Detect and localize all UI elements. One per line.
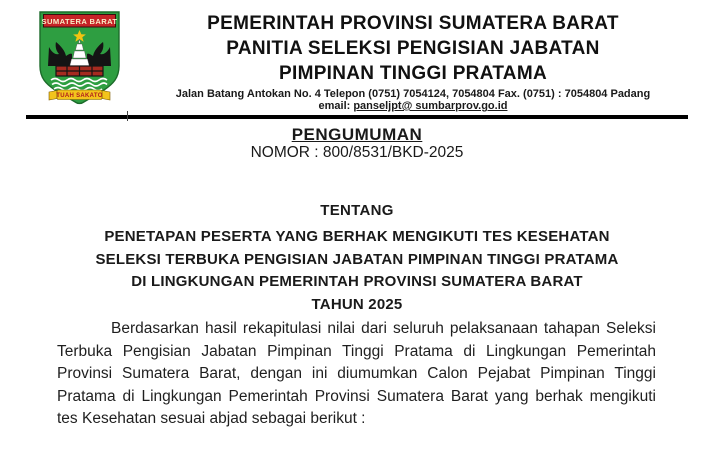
- about-label: TENTANG: [320, 202, 394, 219]
- announcement-title: PENGUMUMAN: [291, 125, 423, 144]
- announcement-number: NOMOR : 800/8531/BKD-2025: [250, 144, 464, 161]
- ribbon-end: [102, 91, 110, 101]
- letterhead-line-1: PEMERINTAH PROVINSI SUMATERA BARAT: [207, 13, 619, 34]
- subject-line-1: PENETAPAN PESERTA YANG BERHAK MENGIKUTI TES KESEHATAN: [104, 228, 610, 245]
- subject-block: [26, 226, 688, 317]
- letterhead-line-3: PIMPINAN TINGGI PRATAMA: [279, 63, 547, 84]
- divider-tick: [127, 111, 128, 121]
- subject-line-4: TAHUN 2025: [311, 296, 403, 314]
- subject-line-2: SELEKSI TERBUKA PENGISIAN JABATAN PIMPINAN TINGGI PRATAMA: [95, 250, 619, 268]
- sumbar-coat-of-arms-icon: [36, 9, 123, 106]
- letterhead: [128, 11, 698, 113]
- letterhead-address: Jalan Batang Antokan No. 4 Telepon (0751) 7054124, 7054804 Fax. (0751) : 7054804 Padang: [175, 88, 651, 100]
- letterhead-divider: [26, 115, 688, 119]
- letterhead-email-line: [128, 100, 698, 113]
- logo-ribbon-text: TUAH SAKATO: [56, 93, 103, 100]
- logo-banner-text: SUMATERA BARAT: [41, 17, 118, 26]
- letterhead-line-2: PANITIA SELEKSI PENGISIAN JABATAN: [226, 38, 600, 59]
- email-label: email:: [318, 100, 351, 112]
- email-link[interactable]: panseljpt@ sumbarprov.go.id: [353, 100, 508, 112]
- subject-line-3: DI LINGKUNGAN PEMERINTAH PROVINSI SUMATERA BARAT: [131, 273, 583, 291]
- body-paragraph: Berdasarkan hasil rekapitulasi nilai dari seluruh pelaksanaan tahapan Seleksi Terbuka Pengisian Jabatan Pimpinan Tinggi Pratama di Lingkungan Pemerintah Provinsi Sumatera Barat, dengan ini diumumkan Calon Pejabat Pimpinan Tinggi Pratama di Lingkungan Pemerintah Provinsi Sumatera Barat yang berhak mengikuti tes Kesehatan sesuai abjad sebagai berikut :: [57, 320, 656, 428]
